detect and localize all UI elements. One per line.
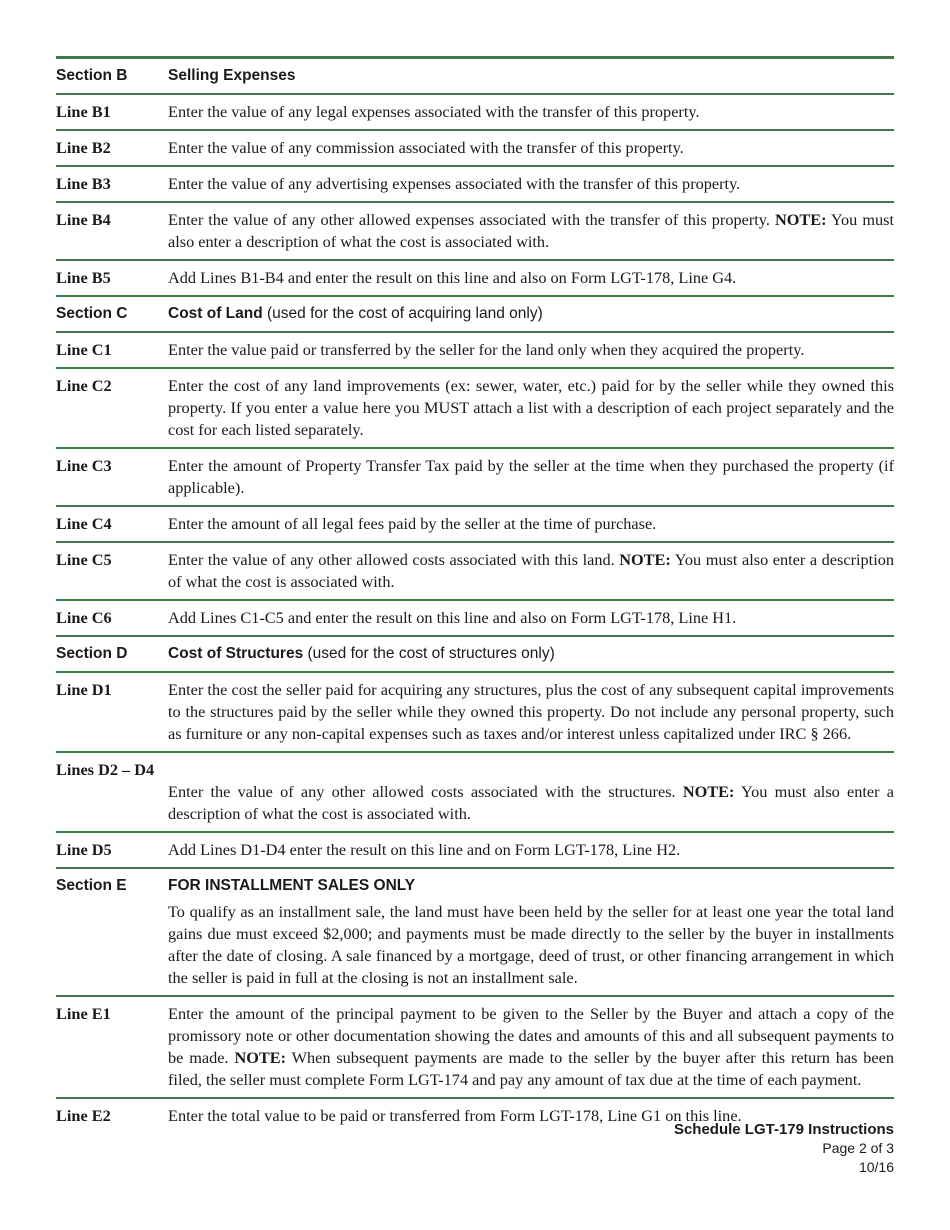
row-text: Enter the cost of any land improvements (ex: sewer, water, etc.) paid for by the seller while they owned this property. If you enter a value here you MUST attach a list with a description of each project separately and the cost for each listed separately. xyxy=(168,376,894,439)
row-text: Enter the amount of Property Transfer Tax paid by the seller at the time when they purchased the property (if applicable). xyxy=(168,456,894,497)
line-b3-row xyxy=(56,165,894,201)
row-body xyxy=(56,781,894,825)
section-b-row xyxy=(56,56,894,93)
line-d5-row xyxy=(56,831,894,867)
line-c2-row xyxy=(56,367,894,447)
line-c3-row xyxy=(56,447,894,505)
line-b1-row xyxy=(56,93,894,129)
row-text: Add Lines C1-C5 and enter the result on this line and also on Form LGT-178, Line H1. xyxy=(168,608,737,627)
row-text xyxy=(168,781,894,825)
label-spacer xyxy=(56,781,168,825)
row-label: Line D1 xyxy=(56,680,112,699)
footer-date: 10/16 xyxy=(858,1159,894,1175)
line-b2-row xyxy=(56,129,894,165)
row-label: Line C6 xyxy=(56,608,112,627)
row-label: Line C3 xyxy=(56,456,112,475)
section-heading xyxy=(168,303,894,325)
section-subtitle: (used for the cost of acquiring land only) xyxy=(262,305,543,322)
section-e-row xyxy=(56,867,894,995)
section-body xyxy=(168,875,894,989)
instructions-table xyxy=(56,56,894,1133)
section-title: Cost of Land xyxy=(168,305,263,322)
line-b4-row xyxy=(56,201,894,259)
row-text xyxy=(168,549,894,593)
row-label: Line B4 xyxy=(56,210,111,229)
row-label: Line B3 xyxy=(56,174,111,193)
line-c1-row xyxy=(56,331,894,367)
row-text: Enter the total value to be paid or transferred from Form LGT-178, Line G1 on this line. xyxy=(168,1106,742,1125)
footer-page-number: Page 2 of 3 xyxy=(822,1140,894,1156)
row-label: Line B5 xyxy=(56,268,111,287)
section-subtitle: (used for the cost of structures only) xyxy=(303,645,555,662)
row-text-main: Enter the value of any other allowed costs associated with this land. xyxy=(168,550,620,569)
row-label: Section B xyxy=(56,67,128,84)
row-label: Line E2 xyxy=(56,1106,111,1125)
footer-title: Schedule LGT-179 Instructions xyxy=(673,1121,894,1138)
line-c6-row xyxy=(56,599,894,635)
row-text: Enter the amount of all legal fees paid by the seller at the time of purchase. xyxy=(168,514,657,533)
note-label: NOTE: xyxy=(234,1048,287,1067)
section-title: Selling Expenses xyxy=(168,67,296,84)
row-text xyxy=(168,1003,894,1091)
section-title: FOR INSTALLMENT SALES ONLY xyxy=(168,877,416,894)
row-label: Line C2 xyxy=(56,376,112,395)
row-text: Add Lines D1-D4 enter the result on this line and on Form LGT-178, Line H2. xyxy=(168,840,681,859)
line-b5-row xyxy=(56,259,894,295)
row-label: Section E xyxy=(56,877,127,894)
note-label: NOTE: xyxy=(619,550,671,569)
row-text-main: Enter the value of any other allowed costs associated with the structures. xyxy=(168,782,683,801)
row-text: Add Lines B1-B4 and enter the result on this line and also on Form LGT-178, Line G4. xyxy=(168,268,737,287)
row-text: Enter the value of any advertising expenses associated with the transfer of this property. xyxy=(168,174,741,193)
row-label: Line C5 xyxy=(56,550,112,569)
note-text: You must also enter a description of what the cost is associated with. xyxy=(168,210,894,251)
line-d1-row xyxy=(56,671,894,751)
row-label: Section C xyxy=(56,305,128,322)
row-label: Line C1 xyxy=(56,340,112,359)
row-label: Line E1 xyxy=(56,1004,111,1023)
row-text: Enter the cost the seller paid for acquiring any structures, plus the cost of any subsequent capital improvements to the structures paid by the seller while they owned this property. Do not include any personal property, such as furniture or any non-capital expenses such as taxes and/or interest unless capitalized under IRC § 266. xyxy=(168,680,894,743)
line-c4-row xyxy=(56,505,894,541)
section-title: Cost of Structures xyxy=(168,645,304,662)
row-label: Line B2 xyxy=(56,138,111,157)
row-label: Lines D2 – D4 xyxy=(56,760,155,779)
section-text: To qualify as an installment sale, the land must have been held by the seller for at least one year the total land gains due must exceed $2,000; and payments must be made directly to the seller by the buyer in installments after the date of closing. A sale financed by a mortgage, deed of trust, or other financing arrangement in which the seller is paid in full at the closing is not an installment sale. xyxy=(168,902,894,987)
line-c5-row xyxy=(56,541,894,599)
row-text-main: Enter the value of any other allowed expenses associated with the transfer of this property. xyxy=(168,210,770,229)
row-label: Section D xyxy=(56,645,128,662)
row-label: Line C4 xyxy=(56,514,112,533)
row-label: Line B1 xyxy=(56,102,111,121)
note-label: NOTE: xyxy=(774,210,827,229)
note-text: When subsequent payments are made to the seller by the buyer after this return has been filed, the seller must complete Form LGT-174 and pay any amount of tax due at the time of each payment. xyxy=(168,1048,895,1089)
row-text: Enter the value of any commission associated with the transfer of this property. xyxy=(168,138,684,157)
note-text: You must also enter a description of what the cost is associated with. xyxy=(168,782,895,823)
row-text: Enter the value of any legal expenses associated with the transfer of this property. xyxy=(168,102,700,121)
note-text: You must also enter a description of what the cost is associated with. xyxy=(168,550,894,591)
row-text xyxy=(168,209,894,253)
row-label: Line D5 xyxy=(56,840,112,859)
section-d-row xyxy=(56,635,894,671)
page-footer xyxy=(674,1120,894,1177)
row-text-main: Enter the amount of the principal payment to be given to the Seller by the Buyer and attach a copy of the promissory note or other documentation showing the dates and amounts of this and all subsequent payments to be made. xyxy=(168,1004,894,1067)
lines-d2-d4-row xyxy=(56,751,894,831)
line-e1-row xyxy=(56,995,894,1097)
section-c-row xyxy=(56,295,894,331)
row-text: Enter the value paid or transferred by the seller for the land only when they acquired the property. xyxy=(168,340,805,359)
note-label: NOTE: xyxy=(682,782,735,801)
section-heading xyxy=(168,643,894,665)
